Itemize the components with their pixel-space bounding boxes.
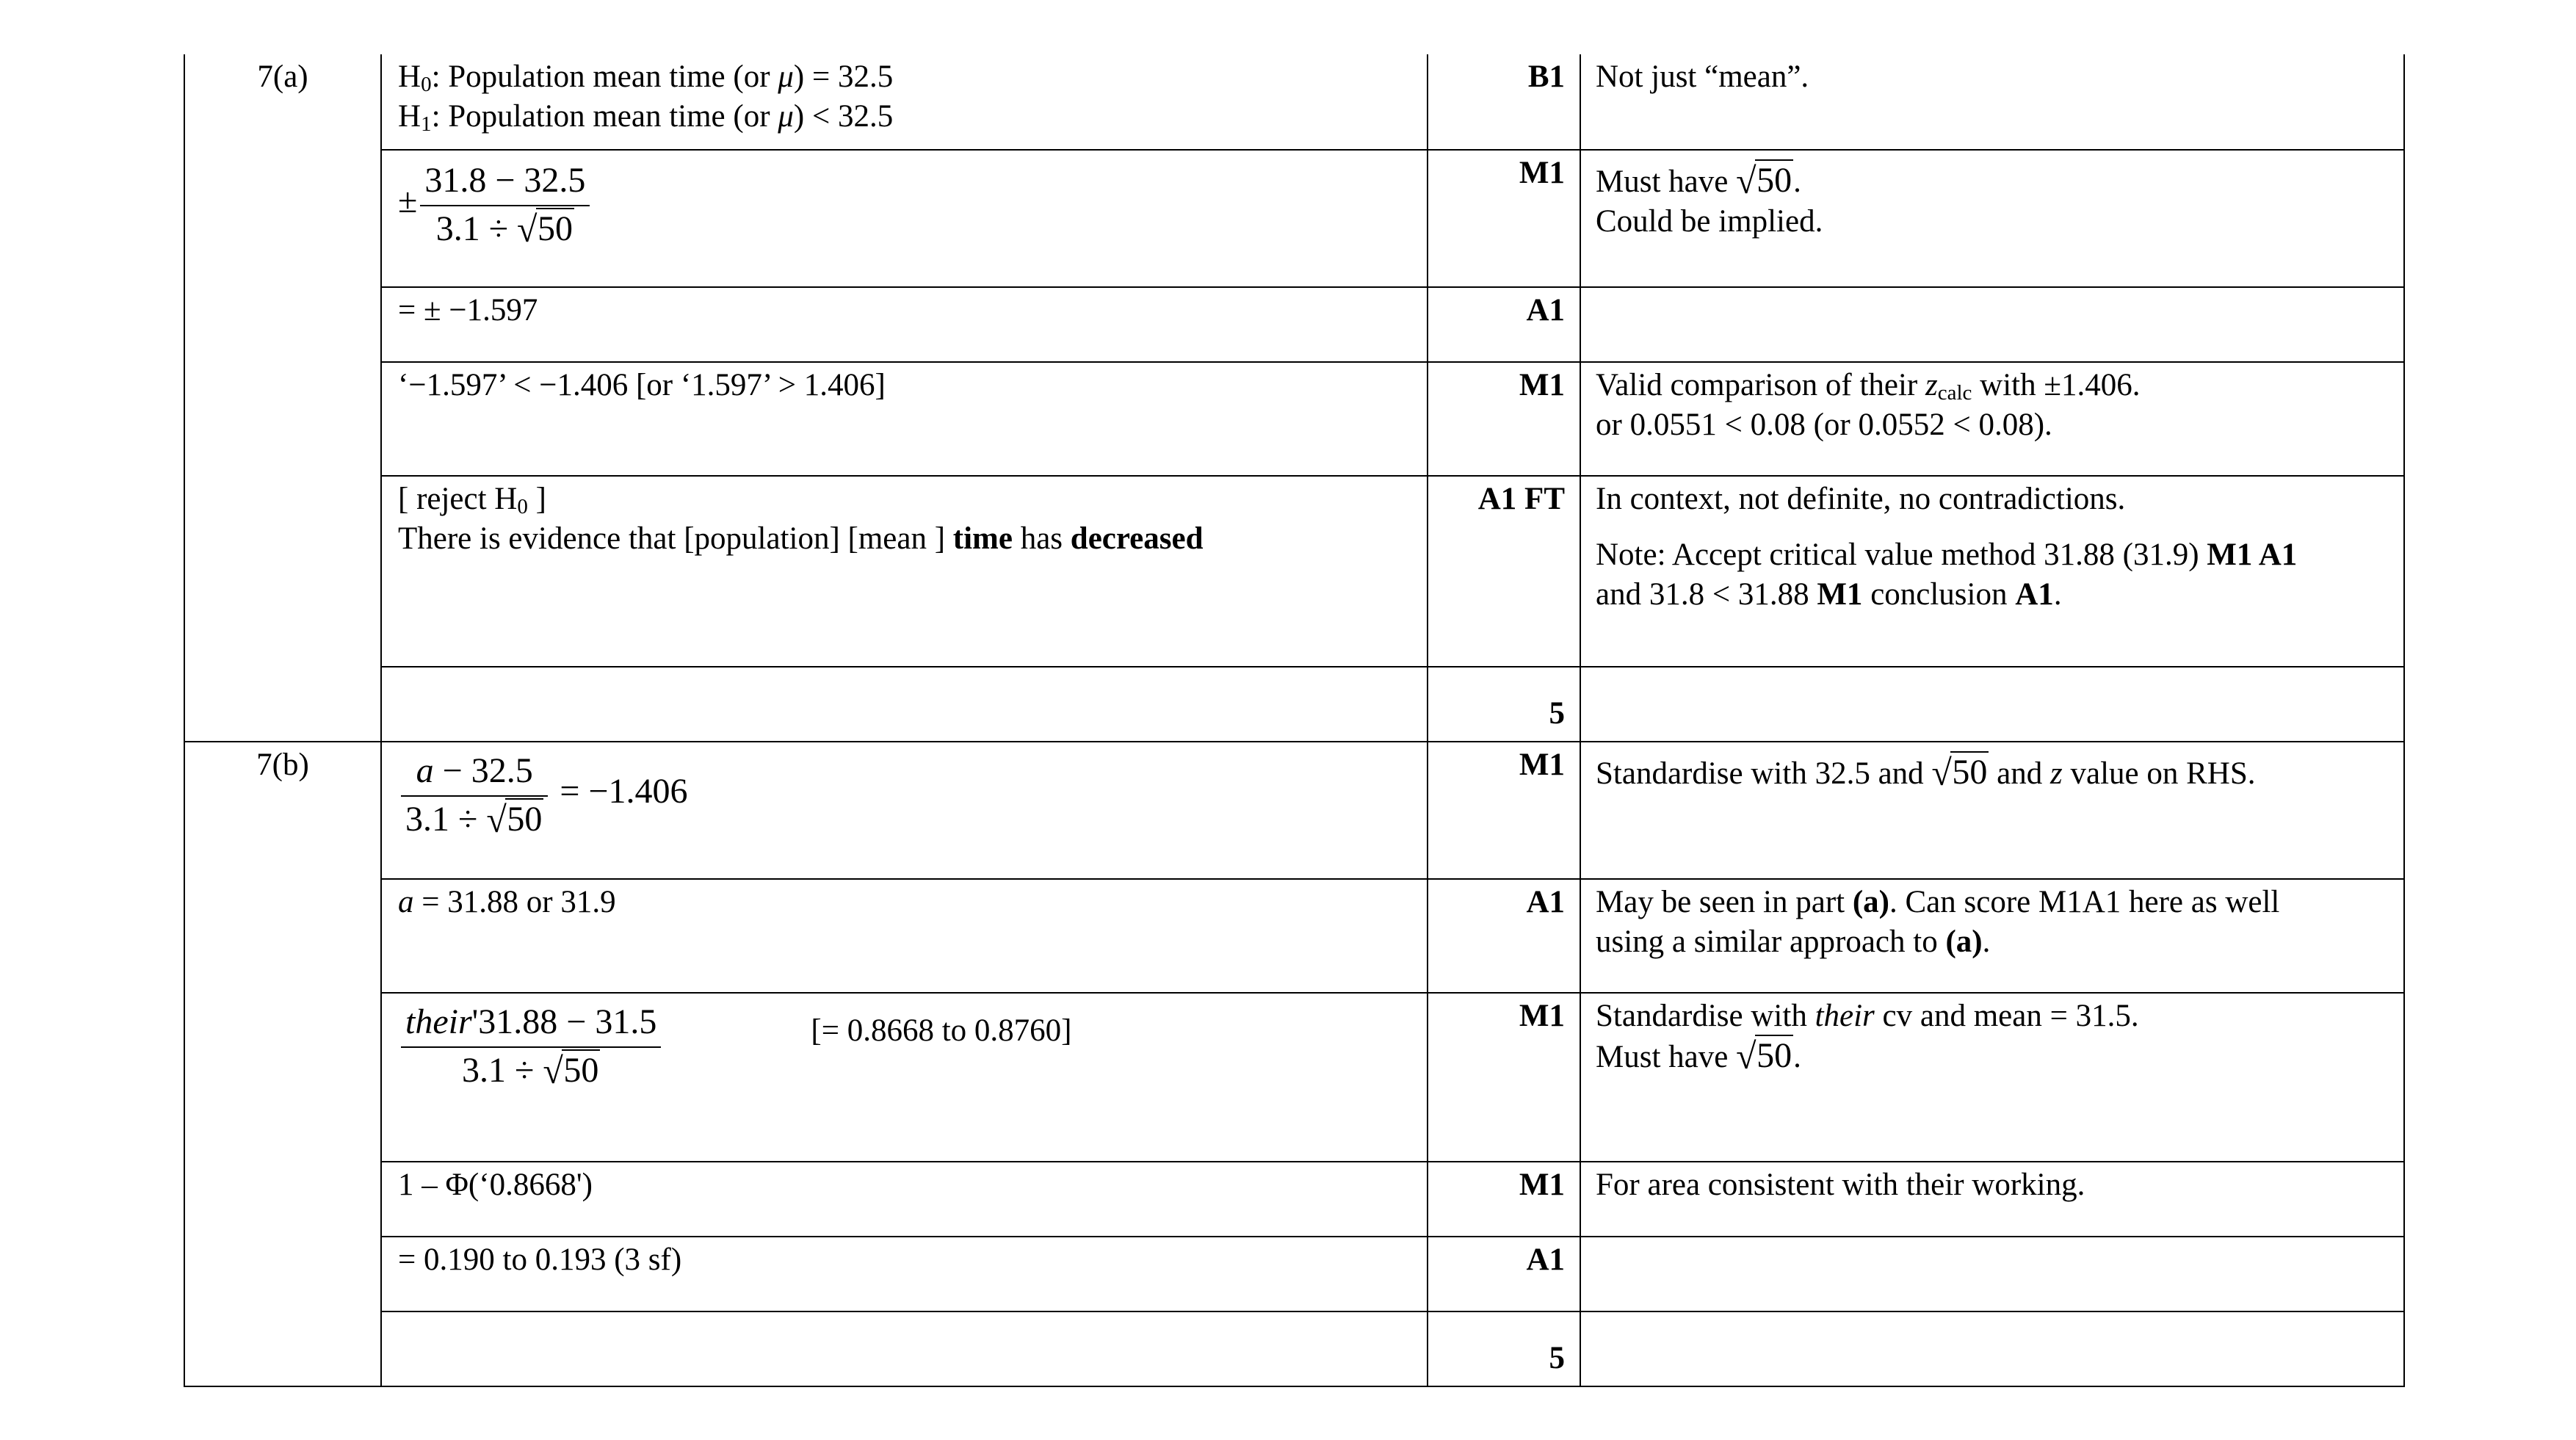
- mark-cell: B1: [1428, 54, 1580, 150]
- guidance-cell: In context, not definite, no contradictions. Note: Accept critical value method 31.88 (31.9) M1 A1 and 31.8 < 31.88 M1 conclusion A1.: [1580, 476, 2404, 667]
- mark-cell: M1: [1428, 1162, 1580, 1237]
- table-row: [184, 287, 2404, 362]
- method-cell: a = 31.88 or 31.9: [381, 879, 1428, 993]
- probability-fraction: their'31.88 − 31.5 3.1 ÷ √ 50: [401, 1002, 661, 1090]
- mark-scheme-table: [184, 54, 2405, 1387]
- table-row: [184, 150, 2404, 287]
- guidance-cell: For area consistent with their working.: [1580, 1162, 2404, 1237]
- guidance-cell: Not just “mean”.: [1580, 54, 2404, 150]
- method-cell: their'31.88 − 31.5 3.1 ÷ √ 50 [= 0.8668 to 0.8760]: [381, 993, 1428, 1162]
- method-cell: ± 31.8 − 32.5 3.1 ÷ √ 50: [381, 150, 1428, 287]
- sqrt-symbol: √ 50: [1736, 160, 1792, 201]
- guidance-cell: May be seen in part (a). Can score M1A1 here as well using a similar approach to (a).: [1580, 879, 2404, 993]
- guidance-cell: [1580, 1237, 2404, 1311]
- table-row: [184, 1311, 2404, 1386]
- mark-cell: A1 FT: [1428, 476, 1580, 667]
- sqrt-symbol: √ 50: [517, 209, 574, 250]
- mark-cell: M1: [1428, 150, 1580, 287]
- standardise-fraction: a − 32.5 3.1 ÷ √ 50: [401, 751, 548, 839]
- total-mark-cell: 5: [1428, 1311, 1580, 1386]
- method-cell: = 0.190 to 0.193 (3 sf): [381, 1237, 1428, 1311]
- table-row: [184, 667, 2404, 742]
- question-label: 7(a): [257, 59, 308, 94]
- method-cell: ‘−1.597’ < −1.406 [or ‘1.597’ > 1.406]: [381, 362, 1428, 476]
- method-cell: [ reject $H_0$ ] There is evidence that [population] [mean ] time has decreased: [381, 476, 1428, 667]
- table-row: [184, 476, 2404, 667]
- table-row: [184, 879, 2404, 993]
- mark-cell: A1: [1428, 1237, 1580, 1311]
- table-row: [184, 1237, 2404, 1311]
- guidance-cell: [1580, 287, 2404, 362]
- sqrt-symbol: √ 50: [543, 1050, 599, 1091]
- method-cell: = ± −1.597: [381, 287, 1428, 362]
- table-row: [184, 742, 2404, 879]
- question-label: 7(b): [256, 748, 309, 782]
- sqrt-symbol: √ 50: [1931, 752, 1988, 793]
- table-row: [184, 993, 2404, 1162]
- sqrt-symbol: √ 50: [1736, 1035, 1792, 1077]
- guidance-cell: Standardise with their cv and mean = 31.5. Must have √ 50.: [1580, 993, 2404, 1162]
- method-cell: a − 32.5 3.1 ÷ √ 50 = −1.406: [381, 742, 1428, 879]
- mark-cell: A1: [1428, 287, 1580, 362]
- guidance-cell: Valid comparison of their $z_{calc}$ with ±1.406. or 0.0551 < 0.08 (or 0.0552 < 0.08).: [1580, 362, 2404, 476]
- mark-cell: M1: [1428, 993, 1580, 1162]
- table-row: [184, 54, 2404, 150]
- question-number: [184, 742, 381, 1386]
- guidance-cell: Must have √ 50. Could be implied.: [1580, 150, 2404, 287]
- total-mark-cell: 5: [1428, 667, 1580, 742]
- guidance-cell: Standardise with 32.5 and √ 50 and z value on RHS.: [1580, 742, 2404, 879]
- guidance-cell: [1580, 1311, 2404, 1386]
- test-statistic-fraction: 31.8 − 32.5 3.1 ÷ √ 50: [420, 161, 590, 249]
- method-cell: [381, 1311, 1428, 1386]
- null-hypothesis: $H_0$: Population mean time (or μ) = 32.5: [398, 59, 894, 96]
- table-row: [184, 362, 2404, 476]
- mark-cell: M1: [1428, 362, 1580, 476]
- method-cell: [381, 667, 1428, 742]
- mark-cell: A1: [1428, 879, 1580, 993]
- question-number: [184, 54, 381, 742]
- mark-cell: M1: [1428, 742, 1580, 879]
- guidance-cell: [1580, 667, 2404, 742]
- alternative-hypothesis: $H_1$: Population mean time (or μ) < 32.5: [398, 99, 894, 136]
- table-row: [184, 1162, 2404, 1237]
- method-cell: [381, 54, 1428, 150]
- sqrt-symbol: √ 50: [486, 799, 543, 840]
- method-cell: 1 – Φ(‘0.8668'): [381, 1162, 1428, 1237]
